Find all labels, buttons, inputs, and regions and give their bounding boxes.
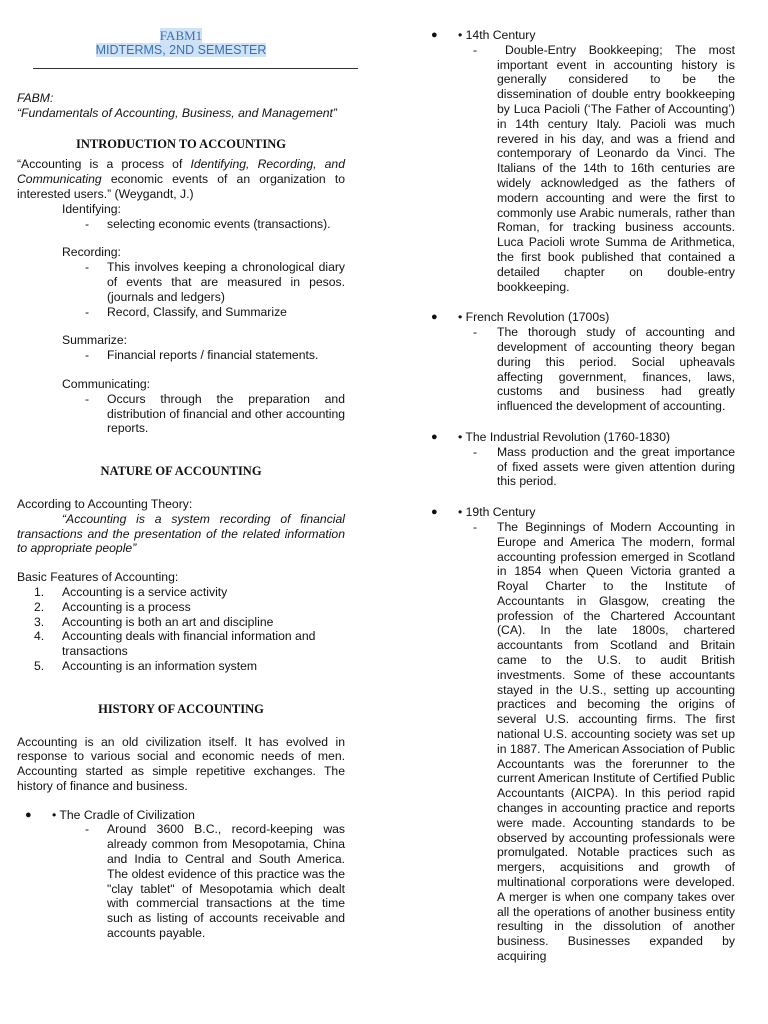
history-item-text: - The thorough study of accounting and development of accounting theory began during this period. Social upheavals affecting government, finances, laws, customs and business had greatly influenced the development of accounting. bbox=[473, 325, 735, 414]
document-subtitle: MIDTERMS, 2ND SEMESTER bbox=[95, 43, 267, 57]
summarize-label: Summarize: bbox=[62, 333, 128, 348]
history-item-text: - Double-Entry Bookkeeping; The most important event in accounting history is generally considered to be the dissemination of double entry bookkeeping by Luca Pacioli (‘The Father of Accounting’) in 14th century Italy. Pacioli was much revered in his day, and was a friend and contemporary of Leonardo da Vinci. The Italians of the 14th to 16th centuries are widely acknowledged as the fathers of modern accounting and were the first to commonly use Arabic numerals, rather than Roman, for tracking business accounts. Luca Pacioli wrote Summa de Arithmetica, the first book published that contained a detailed chapter on double-entry bookkeeping. bbox=[473, 42, 735, 294]
summarize-item: - Financial reports / financial statements. bbox=[85, 348, 319, 363]
right-column bbox=[423, 28, 735, 964]
history-item-title: ● • The Industrial Revolution (1760-1830) bbox=[431, 429, 671, 444]
recording-label: Recording: bbox=[62, 245, 121, 260]
history-item-text: - Mass production and the great importance of fixed assets were given attention during this period. bbox=[473, 444, 735, 489]
history-intro: Accounting is an old civilization itself. It has evolved in response to various social and economic needs of men. Accounting started as simple repetitive exchanges. The history of finance and business. bbox=[17, 734, 345, 793]
feature-item: 5. Accounting is an information system bbox=[34, 658, 258, 673]
fabm-label: FABM: bbox=[17, 91, 54, 105]
history-item-title: ● • The Cradle of Civilization bbox=[25, 807, 195, 822]
history-item-text: - The Beginnings of Modern Accounting in Europe and America The modern, formal accounting profession emerged in Scotland in 1854 when Queen Victoria granted a Royal Charter to the Institute of Accountants in Glasgow, creating the profession of the Chartered Accountant (CA). In the late 1800s, chartered accountants from Scotland and Britain came to the U.S. to audit British investments. Some of these accountants stayed in the U.S., setting up accounting practices and becoming the origins of several U.S. accounting firms. The first national U.S. accounting society was set up in 1887. The American Association of Public Accountants was the forerunner to the current American Institute of Certified Public Accountants (AICPA). In this period rapid changes in accounting practice and reports were made. Accounting standards to be observed by accounting professionals were promulgated. Notable practices such as mergers, acquisitions and growth of multinational corporations were developed. A merger is when one company takes over all the operations of another business entity resulting in the dissolution of another business. Businesses expanded by acquiring bbox=[473, 519, 735, 964]
identifying-item: - selecting economic events (transactions). bbox=[85, 216, 331, 231]
history-item-text: - Around 3600 B.C., record-keeping was already common from Mesopotamia, China and India to Central and South America. The oldest evidence of this practice was the "clay tablet" of Mesopotamia which dealt with commercial transactions at the time such as listing of accounts receivable and accounts payable. bbox=[85, 822, 345, 941]
theory-label: According to Accounting Theory: bbox=[17, 496, 193, 511]
fabm-full-name: “Fundamentals of Accounting, Business, and Management” bbox=[17, 105, 337, 120]
feature-item: 4. Accounting deals with financial information and transactions bbox=[34, 629, 316, 659]
history-item-title: ● • 14th Century bbox=[431, 28, 536, 42]
history-heading: HISTORY OF ACCOUNTING bbox=[98, 701, 264, 716]
theory-quote: “Accounting is a system recording of financial transactions and the presentation of the related information to appropriate people” bbox=[17, 511, 345, 556]
history-item-title: ● • French Revolution (1700s) bbox=[431, 310, 610, 325]
document-title: FABM1 bbox=[159, 28, 203, 43]
features-label: Basic Features of Accounting: bbox=[17, 570, 179, 585]
history-item-title: ● • 19th Century bbox=[431, 505, 536, 520]
identifying-label: Identifying: bbox=[62, 201, 121, 216]
intro-heading: INTRODUCTION TO ACCOUNTING bbox=[76, 136, 286, 151]
feature-item: 2. Accounting is a process bbox=[34, 599, 191, 614]
left-column bbox=[17, 28, 345, 941]
nature-heading: NATURE OF ACCOUNTING bbox=[100, 464, 262, 479]
accounting-definition: “Accounting is a process of Identifying, Recording, and Communicating economic events of an organization to interested users.” (Weygandt, J.) bbox=[17, 157, 345, 201]
feature-item: 3. Accounting is both an art and discipline bbox=[34, 614, 274, 629]
feature-item: 1. Accounting is a service activity bbox=[34, 584, 228, 599]
communicating-item: - Occurs through the preparation and distribution of financial and other accounting reports. bbox=[85, 391, 345, 436]
recording-item: - Record, Classify, and Summarize bbox=[85, 304, 287, 319]
recording-item: - This involves keeping a chronological diary of events that are measured in pesos. (journals and ledgers) bbox=[85, 260, 345, 304]
communicating-label: Communicating: bbox=[62, 376, 151, 391]
